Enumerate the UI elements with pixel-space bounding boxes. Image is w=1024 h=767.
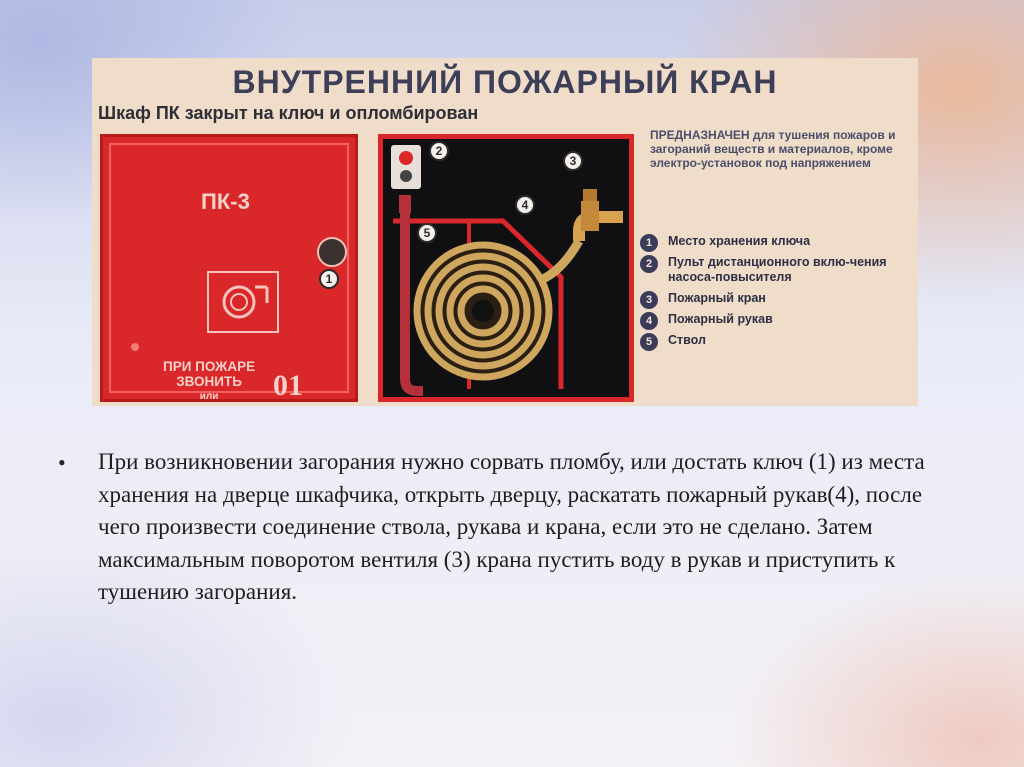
legend-item <box>640 255 910 285</box>
legend-number: 3 <box>640 291 658 309</box>
open-cabinet <box>378 134 634 402</box>
door-frame <box>109 143 349 393</box>
legend-item <box>640 234 910 249</box>
door-label: ПК-3 <box>201 189 250 214</box>
legend-label: Пульт дистанционного вклю-чения насоса-повысителя <box>668 255 887 284</box>
marker-4: 4 <box>515 195 535 215</box>
marker-3: 3 <box>563 151 583 171</box>
legend-item <box>640 312 910 327</box>
legend-number: 5 <box>640 333 658 351</box>
door-phone-number: 01 <box>273 369 303 402</box>
legend-label: Место хранения ключа <box>668 234 811 248</box>
fire-hydrant-poster <box>92 58 918 406</box>
key-storage-icon <box>317 237 347 267</box>
legend-item <box>640 333 910 348</box>
poster-title: ВНУТРЕННИЙ ПОЖАРНЫЙ КРАН <box>232 64 778 100</box>
marker-1: 1 <box>319 269 339 289</box>
cabinet-door <box>100 134 358 402</box>
bullet-marker: • <box>58 450 66 475</box>
legend <box>640 234 910 354</box>
door-call-text <box>163 359 255 404</box>
door-lock <box>131 343 139 351</box>
marker-2: 2 <box>429 141 449 161</box>
door-text-line2: ЗВОНИТЬ <box>176 374 242 389</box>
poster-subtitle: Шкаф ПК закрыт на ключ и опломбирован <box>98 103 479 123</box>
legend-number: 1 <box>640 234 658 252</box>
legend-label: Пожарный кран <box>668 291 766 305</box>
hose-illustration <box>383 139 629 397</box>
legend-number: 2 <box>640 255 658 273</box>
legend-item <box>640 291 910 306</box>
purpose-text: ПРЕДНАЗНАЧЕН для тушения пожаров и загораний веществ и материалов, кроме электро-установок под напряжением <box>650 128 896 170</box>
door-text-line3: или <box>199 391 219 402</box>
door-text-line1: ПРИ ПОЖАРЕ <box>163 359 256 374</box>
legend-number: 4 <box>640 312 658 330</box>
legend-label: Пожарный рукав <box>668 312 773 326</box>
legend-label: Ствол <box>668 333 706 347</box>
instruction-paragraph: При возникновении загорания нужно сорвать пломбу, или достать ключ (1) из места хранения на дверце шкафчика, открыть дверцу, раскатать пожарный рукав(4), после чего произвести соединение ствола, рукава и крана, если это не сделано. Затем максимальным поворотом вентиля (3) крана пустить воду в рукав и приступить к тушению загорания. <box>98 449 925 604</box>
marker-5: 5 <box>417 223 437 243</box>
hose-reel-icon <box>207 271 279 333</box>
